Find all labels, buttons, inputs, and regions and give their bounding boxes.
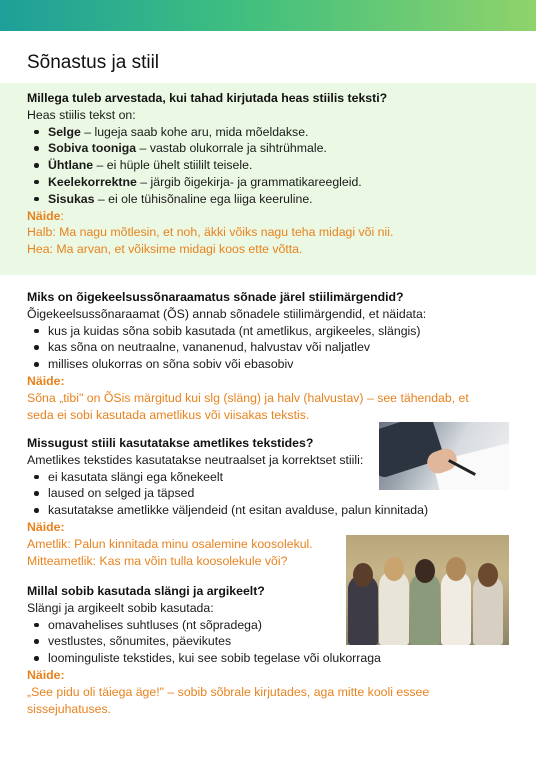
example-official: Ametlik: Palun kinnitada minu osalemine koosolekul. [27, 536, 313, 551]
style-criteria-list [27, 124, 517, 208]
definition: – lugeja saab kohe aru, mida mõeldakse. [80, 124, 309, 139]
section-style-labels [27, 289, 517, 423]
section-intro: Slängi ja argikeelt sobib kasutada: [27, 600, 214, 615]
list-item: kasutatakse ametlikke väljendeid (nt esitan avalduse, palun kinnitada) [27, 502, 447, 519]
definition: – järgib õigekirja- ja grammatikareegleid. [136, 174, 362, 189]
list-item [27, 124, 517, 141]
section-question: Millal sobib kasutada slängi ja argikeelt? [27, 584, 265, 598]
person-figure [410, 573, 440, 645]
section-question: Millega tuleb arvestada, kui tahad kirjutada heas stiilis teksti? [27, 91, 388, 105]
list-item: millises olukorras on sõna sobiv või ebasobiv [27, 356, 517, 373]
term: Selge [48, 124, 81, 139]
example-line: sissejuhatuses. [27, 701, 112, 716]
section-question: Missugust stiili kasutatakse ametlikes tekstides? [27, 436, 314, 450]
page-title: Sõnastus ja stiil [27, 52, 160, 73]
definition: – ei hüple ühelt stiililt teisele. [93, 158, 253, 173]
example-unofficial: Mitteametlik: Kas ma võin tulla koosolekule või? [27, 553, 288, 568]
list-item: kas sõna on neutraalne, vananenud, halvustav või naljatlev [27, 339, 517, 356]
writing-hand-image [379, 422, 509, 490]
list-item: laused on selged ja täpsed [27, 485, 447, 502]
list-item [27, 140, 517, 157]
definition: – vastab olukorrale ja sihtrühmale. [136, 141, 327, 156]
term: Sobiva tooniga [48, 141, 137, 156]
header-gradient-bar [0, 0, 536, 31]
section-intro: Heas stiilis tekst on: [27, 107, 136, 122]
style-labels-list [27, 323, 517, 373]
list-item [27, 157, 517, 174]
definition: – ei ole tühisõnaline ega liiga keeruline. [94, 191, 313, 206]
example-label: Näide: [27, 667, 65, 682]
person-head [353, 563, 373, 587]
list-item: ei kasutata slängi ega kõnekeelt [27, 469, 447, 486]
section-intro: Ametlikes tekstides kasutatakse neutraalset ja korrektset stiili: [27, 452, 364, 467]
person-figure [441, 571, 471, 645]
term: Keelekorrektne [48, 174, 137, 189]
friends-group-image [346, 535, 509, 645]
term: Sisukas [48, 191, 95, 206]
list-item [27, 174, 517, 191]
person-head [415, 559, 435, 583]
example-line: seda ei sobi kasutada ametlikus või viisakas tekstis. [27, 407, 310, 422]
example-bad: Halb: Ma nagu mõtlesin, et noh, äkki võiks nagu teha midagi või nii. [27, 225, 394, 240]
section-question: Miks on õigekeelsussõnaraamatus sõnade järel stiilimärgendid? [27, 290, 404, 304]
example-label: Näide: [27, 519, 65, 534]
list-item [27, 191, 517, 208]
example-line: „See pidu oli täiega äge!" – sobib sõbrale kirjutades, aga mitte kooli essee [27, 684, 430, 699]
section-good-style [27, 90, 517, 258]
section-intro: Õigekeelsussõnaraamat (ÕS) annab sõnadele stiilimärgendid, et näidata: [27, 306, 427, 321]
list-item: kus ja kuidas sõna sobib kasutada (nt ametlikus, argikeeles, slängis) [27, 323, 517, 340]
term: Ühtlane [48, 158, 94, 173]
person-head [446, 557, 466, 581]
list-item: vestlustes, sõnumites, päevikutes [27, 633, 517, 650]
list-item: omavahelises suhtluses (nt sõpradega) [27, 617, 517, 634]
example-label: Näide: [27, 208, 64, 223]
example-line: Sõna „tibi" on ÕSis märgitud kui slg (släng) ja halv (halvustav) – see tähendab, et [27, 390, 469, 405]
person-head [384, 557, 404, 581]
list-item: loominguliste tekstides, kui see sobib tegelase või olukorraga [27, 650, 517, 667]
example-label: Näide: [27, 373, 65, 388]
person-figure [379, 571, 409, 645]
example-good: Hea: Ma arvan, et võiksime midagi koos ette võtta. [27, 242, 303, 257]
person-head [478, 563, 498, 587]
